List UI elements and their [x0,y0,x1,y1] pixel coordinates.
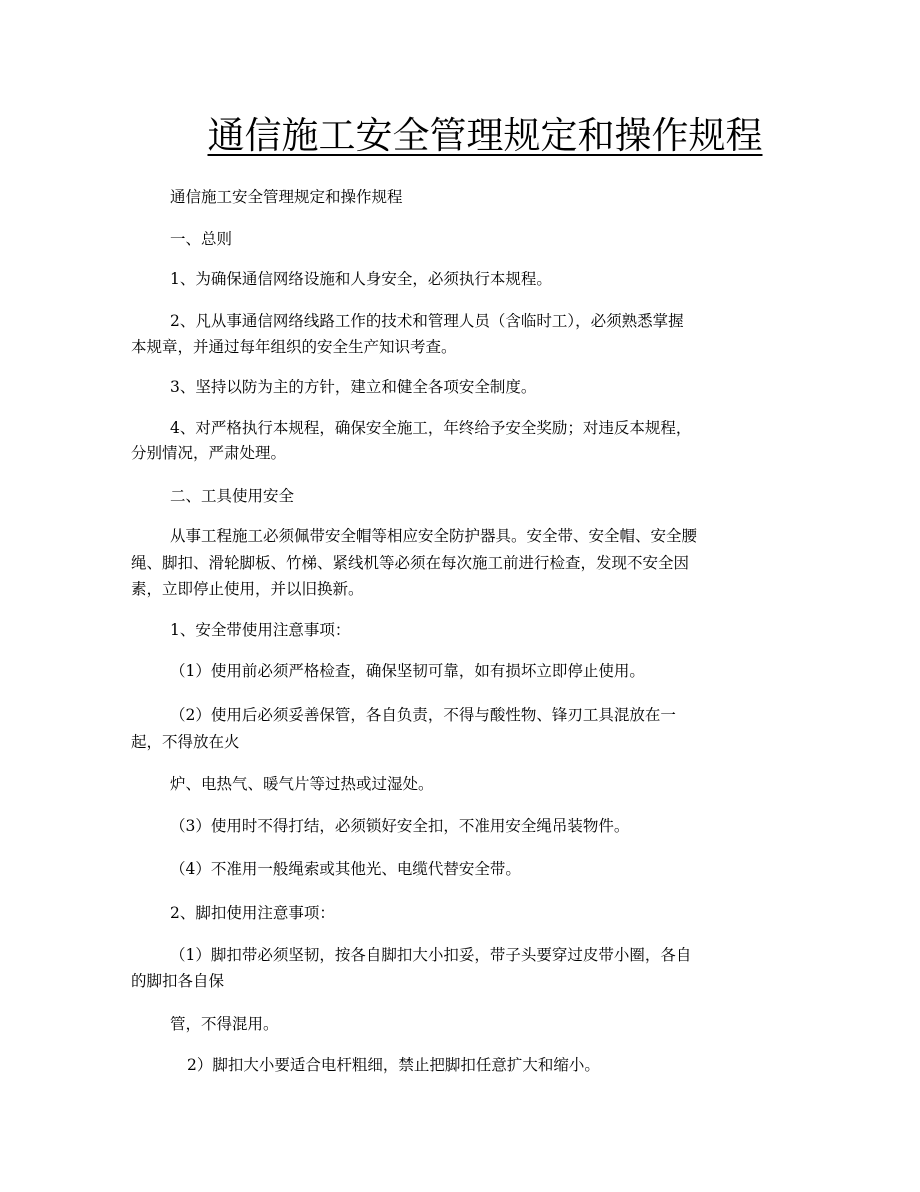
body-line: 管，不得混用。 [170,1015,279,1033]
body-line: 本规章，并通过每年组织的安全生产知识考查。 [131,338,457,356]
section-heading: 二、工具使用安全 [170,487,295,505]
body-line: 1、安全带使用注意事项： [170,621,351,639]
body-line: 2）脚扣大小要适合电杆粗细，禁止把脚扣任意扩大和缩小。 [187,1056,600,1074]
body-line: （3）使用时不得打结，必须锁好安全扣，不准用安全绳吊装物件。 [170,817,630,835]
body-line: 通信施工安全管理规定和操作规程 [170,188,403,206]
body-line: 素，立即停止使用，并以旧换新。 [131,580,364,598]
body-line: 4、对严格执行本规程，确保安全施工，年终给予安全奖励；对违反本规程， [170,419,692,437]
body-line: 分别情况，严肃处理。 [131,444,287,462]
body-line: 起，不得放在火 [131,733,240,751]
body-line: 3、坚持以防为主的方针，建立和健全各项安全制度。 [170,378,537,396]
body-line: （4）不准用一般绳索或其他光、电缆代替安全带。 [170,860,521,878]
body-line: 绳、脚扣、滑轮脚板、竹梯、紧线机等必须在每次施工前进行检查，发现不安全因 [131,554,690,572]
section-heading: 一、总则 [170,230,233,248]
body-line: （1）脚扣带必须坚韧，按各自脚扣大小扣妥，带子头要穿过皮带小圈，各自 [170,946,692,964]
body-line: 2、脚扣使用注意事项： [170,904,335,922]
body-line: 2、凡从事通信网络线路工作的技术和管理人员（含临时工），必须熟悉掌握 [170,312,684,330]
document-title: 通信施工安全管理规定和操作规程 [207,114,763,157]
body-line: 从事工程施工必须佩带安全帽等相应安全防护器具。安全带、安全帽、安全腰 [170,527,698,545]
body-line: 的脚扣各自保 [131,972,225,990]
body-line: （1）使用前必须严格检查，确保坚韧可靠，如有损坏立即停止使用。 [170,662,645,680]
body-line: 炉、电热气、暖气片等过热或过湿处。 [170,775,434,793]
body-line: 1、为确保通信网络设施和人身安全，必须执行本规程。 [170,270,552,288]
body-line: （2）使用后必须妥善保管，各自负责，不得与酸性物、锋刃工具混放在一 [170,706,676,724]
